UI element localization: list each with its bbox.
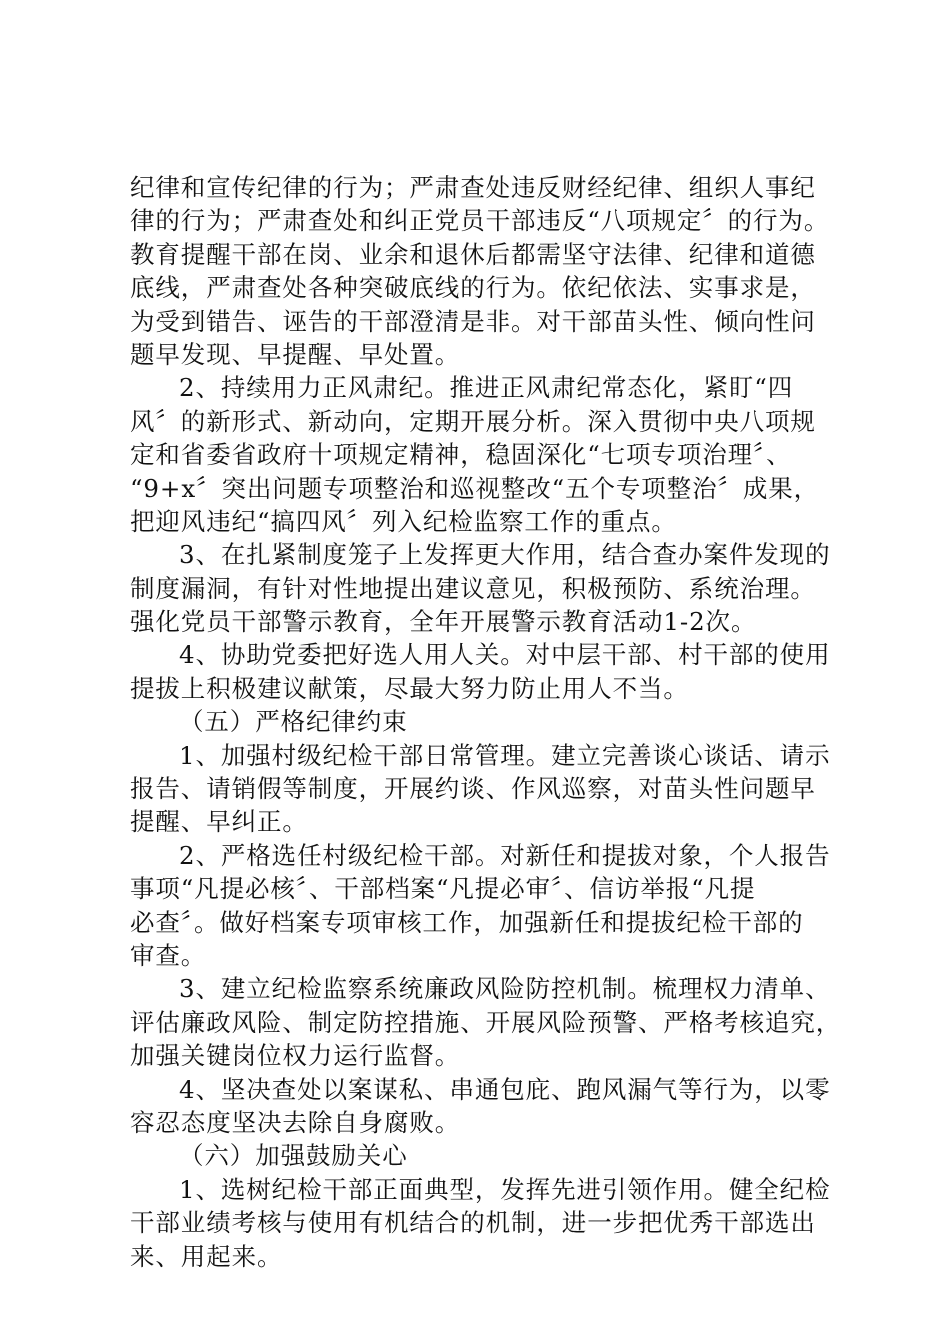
text-line: 加强关键岗位权力运行监督。 [130,1041,461,1071]
text-line: 干部业绩考核与使用有机结合的机制，进一步把优秀干部选出 [130,1208,816,1238]
text-line: 为受到错告、诬告的干部澄清是非。对干部苗头性、倾向性问 [130,306,816,336]
text-line: 评估廉政风险、制定防控措施、开展风险预警、严格考核追究， [130,1007,842,1037]
text-line: 2、持续用力正风肃纪。推进正风肃纪常态化，紧盯“四 [179,373,794,403]
text-line: 3、建立纪检监察系统廉政风险防控机制。梳理权力清单、 [179,974,831,1004]
text-line: 报告、请销假等制度，开展约谈、作风巡察，对苗头性问题早 [130,774,816,804]
text-line: （五）严格纪律约束 [179,707,408,737]
text-line: 来、用起来。 [130,1241,283,1271]
text-line: 提拔上积极建议献策，尽最大努力防止用人不当。 [130,673,689,703]
text-line: 2、严格选任村级纪检干部。对新任和提拔对象，个人报告 [179,840,831,870]
text-line: 1、选树纪检干部正面典型，发挥先进引领作用。健全纪检 [179,1174,831,1204]
text-line: 必查〞。做好档案专项审核工作，加强新任和提拔纪检干部的 [130,907,804,937]
text-line: 4、协助党委把好选人用人关。对中层干部、村干部的使用 [179,640,831,670]
text-line: 风〞的新形式、新动向，定期开展分析。深入贯彻中央八项规 [130,406,816,436]
text-line: 题早发现、早提醒、早处置。 [130,339,461,369]
text-line: 定和省委省政府十项规定精神，稳固深化“七项专项治理〞、 [130,440,792,470]
text-line: 提醒、早纠正。 [130,807,308,837]
text-line: 底线，严肃查处各种突破底线的行为。依纪依法、实事求是， [130,273,816,303]
text-line: 4、坚决查处以案谋私、串通包庇、跑风漏气等行为，以零 [179,1074,831,1104]
text-line: 纪律和宣传纪律的行为；严肃查处违反财经纪律、组织人事纪 [130,173,816,202]
text-line: 容忍态度坚决去除自身腐败。 [130,1107,461,1137]
text-line: 3、在扎紧制度笼子上发挥更大作用，结合查办案件发现的 [179,540,831,570]
document-body [130,171,842,1273]
text-line: 制度漏洞，有针对性地提出建议意见，积极预防、系统治理。 [130,573,816,603]
text-line: 把迎风违纪“搞四风〞列入纪检监察工作的重点。 [130,506,677,536]
text-line: “9+x〞突出问题专项整治和巡视整改“五个专项整治〞成果， [130,473,820,503]
text-line: 事项“凡提必核〞、干部档案“凡提必审〞、信访举报“凡提 [130,874,756,904]
text-line: （六）加强鼓励关心 [179,1141,408,1171]
text-line: 1、加强村级纪检干部日常管理。建立完善谈心谈话、请示 [179,740,831,770]
text-line: 强化党员干部警示教育，全年开展警示教育活动1-2次。 [130,607,757,637]
text-line: 律的行为；严肃查处和纠正党员干部违反“八项规定〞的行为。 [130,206,830,236]
text-line: 教育提醒干部在岗、业余和退休后都需坚守法律、纪律和道德 [130,239,816,269]
text-line: 审查。 [130,940,207,970]
